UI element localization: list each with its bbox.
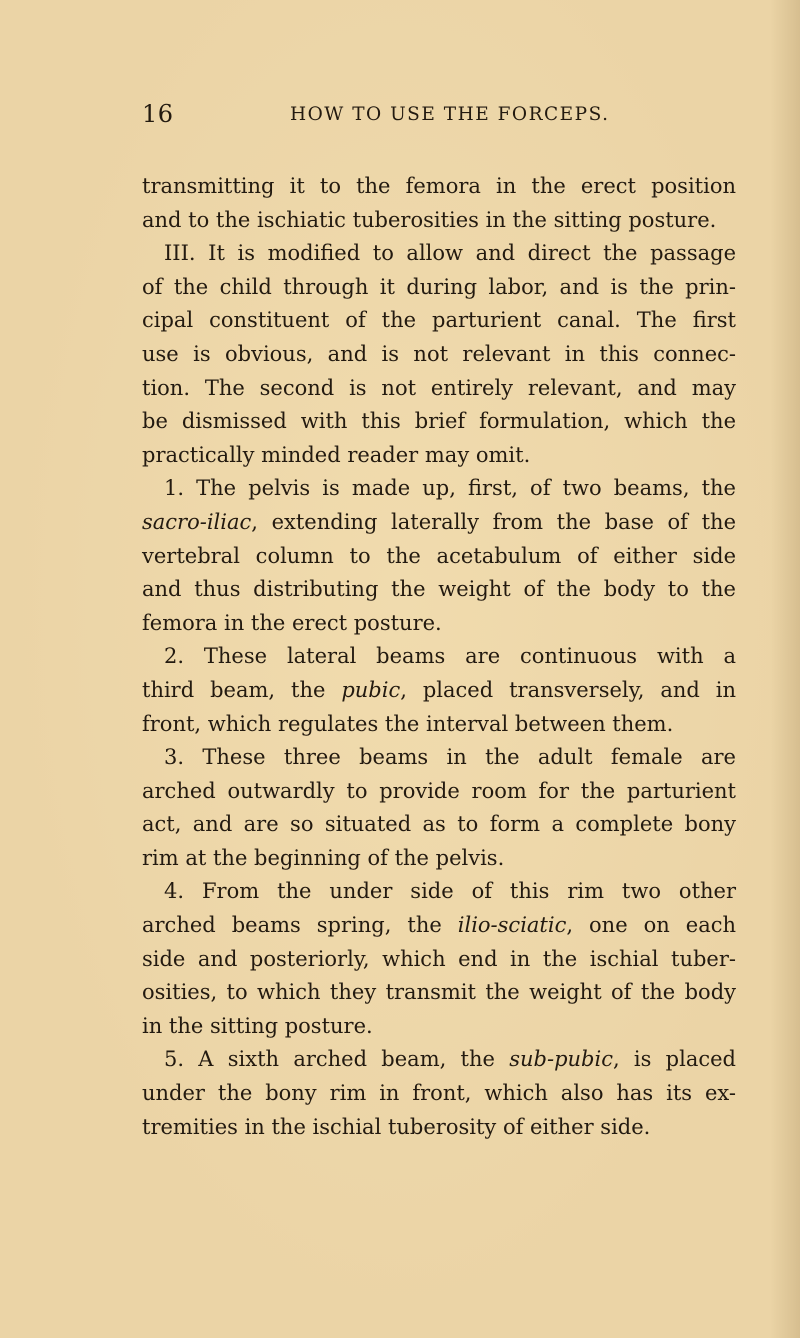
text-line: 4. From the under side of this rim two other [164, 879, 736, 904]
text-line: III. It is modified to allow and direct the passage [164, 241, 736, 266]
text-line: cipal constituent of the parturient canal. The first [142, 308, 736, 333]
text-line: rim at the beginning of the pelvis. [142, 845, 505, 870]
text-line: use is obvious, and is not relevant in this connec- [142, 341, 736, 366]
line-text: , is placed [612, 1047, 736, 1072]
text-line: in the sitting posture. [142, 1013, 373, 1038]
term-sacro-iliac: sacro-iliac [142, 509, 252, 534]
term-pubic: pubic [341, 677, 401, 702]
text-line [142, 1043, 736, 1077]
text-line: vertebral column to the acetabulum of either side [142, 543, 736, 568]
text-line: of the child through it during labor, and is the prin- [142, 274, 736, 299]
text-line: front, which regulates the interval between them. [142, 711, 674, 736]
text-line [142, 909, 736, 943]
term-ilio-sciatic: ilio-sciatic [457, 913, 567, 938]
text-line: under the bony rim in front, which also has its ex- [142, 1081, 736, 1106]
line-text: , placed transversely, and in [400, 677, 736, 702]
text-line: be dismissed with this brief formulation, which the [142, 409, 736, 434]
text-line: transmitting it to the femora in the erect position [142, 174, 736, 198]
text-line: side and posteriorly, which end in the ischial tuber- [142, 946, 736, 971]
page-header [142, 100, 742, 130]
page-number: 16 [142, 100, 174, 128]
text-line [142, 506, 736, 540]
line-text: , one on each [566, 913, 736, 938]
text-line: practically minded reader may omit. [142, 442, 531, 467]
line-text: arched beams spring, the [142, 913, 458, 938]
line-text: , extending laterally from the base of the [251, 509, 736, 534]
running-head: HOW TO USE THE FORCEPS. [290, 104, 610, 125]
text-line: osities, to which they transmit the weight of the body [142, 980, 736, 1005]
text-line: 2. These lateral beams are continuous with a [164, 644, 736, 669]
text-line [142, 472, 736, 506]
line-text: third beam, the [142, 677, 342, 702]
line-text: 1. The pelvis is made up, first, of two beams, the [164, 476, 736, 501]
text-line: and thus distributing the weight of the body to the [142, 577, 736, 602]
line-text: 5. A sixth arched beam, the [164, 1047, 510, 1072]
text-line: tremities in the ischial tuberosity of either side. [142, 1114, 651, 1139]
text-line: femora in the erect posture. [142, 610, 442, 635]
term-sub-pubic: sub-pubic [509, 1047, 613, 1072]
text-line: arched outwardly to provide room for the parturient [142, 778, 736, 803]
text-line: 3. These three beams in the adult female are [164, 745, 736, 770]
body-text [142, 170, 736, 1144]
text-line: act, and are so situated as to form a complete bony [142, 812, 736, 837]
text-line: and to the ischiatic tuberosities in the sitting posture. [142, 207, 717, 232]
text-line [142, 674, 736, 708]
text-line: tion. The second is not entirely relevant, and may [142, 375, 736, 400]
